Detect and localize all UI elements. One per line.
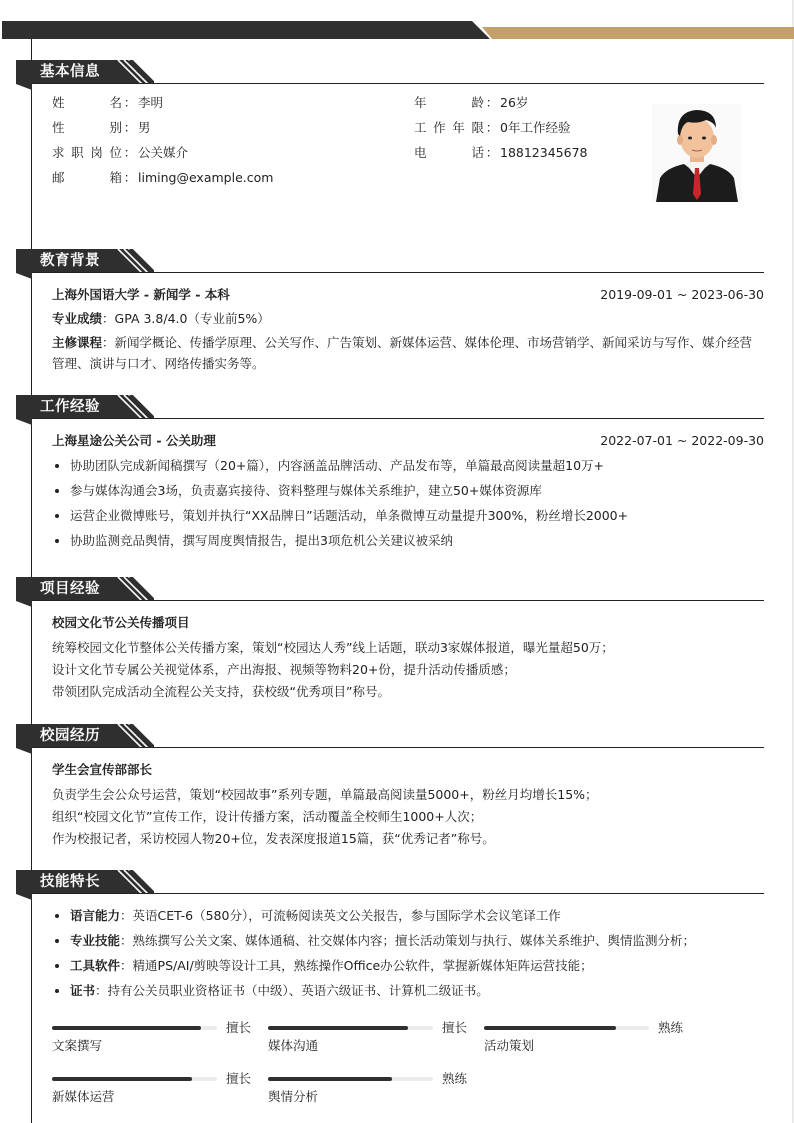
list-item: 语言能力：英语CET-6（580分），可流畅阅读英文公关报告，参与国际学术会议笔译工作 [52, 908, 764, 924]
section-header [16, 870, 764, 894]
section-divider [32, 893, 764, 894]
campus-role: 学生会宣传部部长 [52, 762, 153, 777]
field-position: 求 职 岗 位 ： 公关媒介 [52, 145, 189, 160]
skill-name: 舆情分析 [268, 1089, 319, 1104]
skill-bars [52, 1009, 764, 1104]
work-header-row [52, 433, 764, 449]
skill-name: 新媒体运营 [52, 1089, 115, 1104]
list-item: 运营企业微博账号，策划并执行“XX品牌日”话题活动，单条微博互动量提升300%，粉丝增长2000+ [52, 508, 764, 524]
avatar-photo [652, 104, 742, 202]
section-title: 工作经验 [40, 399, 100, 415]
section-header [16, 395, 764, 419]
header-gold-stripe [482, 27, 794, 39]
bullet-icon [55, 939, 59, 943]
field-value: 26岁 [500, 95, 529, 110]
courses-value: 新闻学概论、传播学原理、公关写作、广告策划、新媒体运营、媒体伦理、市场营销学、新闻采访与写作、媒介经营管理、演讲与口才、网络传播实务等。 [52, 335, 753, 371]
field-value: 男 [138, 120, 151, 135]
skill-track [52, 1026, 217, 1030]
field-label: 邮 箱 [52, 170, 122, 185]
section-title: 项目经验 [40, 581, 100, 597]
list-item: 带领团队完成活动全流程公关支持，获校级“优秀项目”称号。 [52, 684, 390, 699]
section-body [16, 894, 764, 1104]
bullet-icon [55, 539, 59, 543]
skill-name: 文案撰写 [52, 1038, 103, 1053]
section-project [16, 577, 764, 700]
field-value: 0年工作经验 [500, 120, 571, 135]
list-item: 参与媒体沟通会3场，负责嘉宾接待、资料整理与媒体关系维护，建立50+媒体资源库 [52, 483, 764, 499]
section-title: 基本信息 [40, 64, 100, 80]
list-item: 协助团队完成新闻稿撰写（20+篇），内容涵盖品牌活动、产品发布等，单篇最高阅读量超10万+ [52, 458, 764, 474]
date-range: 2022-07-01 ~ 2022-09-30 [600, 433, 764, 448]
bullet-icon [55, 989, 59, 993]
field-phone: 电 话 ： 18812345678 [414, 145, 588, 160]
stripes-icon [114, 577, 154, 601]
courses-label: 主修课程 [52, 335, 103, 350]
skill-name: 媒体沟通 [268, 1038, 319, 1053]
section-divider [32, 747, 764, 748]
field-experience-years: 工 作 年 限 ： 0年工作经验 [414, 120, 571, 135]
stripes-icon [114, 249, 154, 273]
section-body [16, 273, 764, 374]
section-divider [32, 418, 764, 419]
gpa-value: GPA 3.8/4.0（专业前5%） [114, 311, 270, 326]
section-header [16, 60, 764, 84]
field-value: 18812345678 [500, 145, 588, 160]
section-header [16, 249, 764, 273]
company-role: 上海星途公关公司 - 公关助理 [52, 433, 216, 448]
skill-track [52, 1077, 217, 1081]
header-dark-stripe [2, 21, 490, 39]
skill-fill [52, 1077, 192, 1081]
section-education [16, 249, 764, 374]
field-value: 李明 [138, 95, 164, 110]
gpa-label: 专业成绩 [52, 311, 103, 326]
field-gender: 性 别 ： 男 [52, 120, 151, 135]
list-item: 统筹校园文化节整体公关传播方案，策划“校园达人秀”线上话题，联动3家媒体报道，曝光量超50万； [52, 640, 614, 655]
skill-track [268, 1026, 433, 1030]
field-label: 工 作 年 限 [414, 120, 484, 135]
bullet-icon [55, 514, 59, 518]
field-age: 年 龄 ： 26岁 [414, 95, 529, 110]
skill-name: 活动策划 [484, 1038, 535, 1053]
section-divider [32, 600, 764, 601]
bullet-icon [55, 914, 59, 918]
section-body [16, 601, 764, 700]
list-item: 协助监测竞品舆情，撰写周度舆情报告，提出3项危机公关建议被采纳 [52, 533, 764, 549]
section-title: 技能特长 [40, 874, 100, 890]
bullet-icon [55, 964, 59, 968]
gpa-line: 专业成绩：GPA 3.8/4.0（专业前5%） [52, 311, 270, 326]
section-header [16, 724, 764, 748]
list-item: 作为校报记者，采访校园人物20+位，发表深度报道15篇，获“优秀记者”称号。 [52, 831, 495, 846]
section-body [16, 419, 764, 549]
list-item: 负责学生会公众号运营，策划“校园故事”系列专题，单篇最高阅读量5000+，粉丝月均增长15%； [52, 787, 598, 802]
skill-level: 擅长 [442, 1020, 468, 1035]
bullet-icon [55, 489, 59, 493]
section-title: 校园经历 [40, 728, 100, 744]
school-degree: 上海外国语大学 - 新闻学 - 本科 [52, 287, 230, 302]
section-divider [32, 272, 764, 273]
education-header-row [52, 287, 764, 303]
courses-line: 主修课程：新闻学概论、传播学原理、公关写作、广告策划、新媒体运营、媒体伦理、市场营销学、新闻采访与写作、媒介经营管理、演讲与口才、网络传播实务等。 [52, 335, 753, 371]
field-name: 姓 名 ： 李明 [52, 95, 164, 110]
list-item: 设计文化节专属公关视觉体系，产出海报、视频等物料20+份，提升活动传播质感； [52, 662, 516, 677]
skill-track [484, 1026, 649, 1030]
field-label: 性 别 [52, 120, 122, 135]
section-header [16, 577, 764, 601]
list-item: 组织“校园文化节”宣传工作，设计传播方案，活动覆盖全校师生1000+人次； [52, 809, 483, 824]
field-value: liming@example.com [138, 170, 274, 185]
skill-fill [268, 1077, 392, 1081]
bullet-icon [55, 464, 59, 468]
field-label: 姓 名 [52, 95, 122, 110]
skill-fill [52, 1026, 201, 1030]
section-title: 教育背景 [40, 253, 100, 269]
section-work [16, 395, 764, 549]
skill-fill [268, 1026, 408, 1030]
project-name: 校园文化节公关传播项目 [52, 615, 190, 630]
field-value: 公关媒介 [138, 145, 189, 160]
stripes-icon [114, 870, 154, 894]
field-email: 邮 箱 ： liming@example.com [52, 170, 274, 185]
field-label: 年 龄 [414, 95, 484, 110]
section-body [16, 748, 764, 847]
list-item: 专业技能：熟练撰写公关文案、媒体通稿、社交媒体内容；擅长活动策划与执行、媒体关系维护、舆情监测分析； [52, 933, 764, 949]
date-range: 2019-09-01 ~ 2023-06-30 [600, 287, 764, 302]
skill-level: 熟练 [658, 1020, 684, 1035]
field-label: 求 职 岗 位 [52, 145, 122, 160]
stripes-icon [114, 60, 154, 84]
field-label: 电 话 [414, 145, 484, 160]
stripes-icon [114, 395, 154, 419]
skill-level: 熟练 [442, 1071, 468, 1086]
header-decor-bar [2, 21, 792, 39]
skill-fill [484, 1026, 616, 1030]
skill-level: 擅长 [226, 1071, 252, 1086]
list-item: 工具软件：精通PS/AI/剪映等设计工具，熟练操作Office办公软件，掌握新媒体矩阵运营技能； [52, 958, 764, 974]
section-skills [16, 870, 764, 1104]
stripes-icon [114, 724, 154, 748]
section-campus [16, 724, 764, 847]
list-item: 证书：持有公关员职业资格证书（中级）、英语六级证书、计算机二级证书。 [52, 983, 764, 999]
skill-track [268, 1077, 433, 1081]
skill-level: 擅长 [226, 1020, 252, 1035]
